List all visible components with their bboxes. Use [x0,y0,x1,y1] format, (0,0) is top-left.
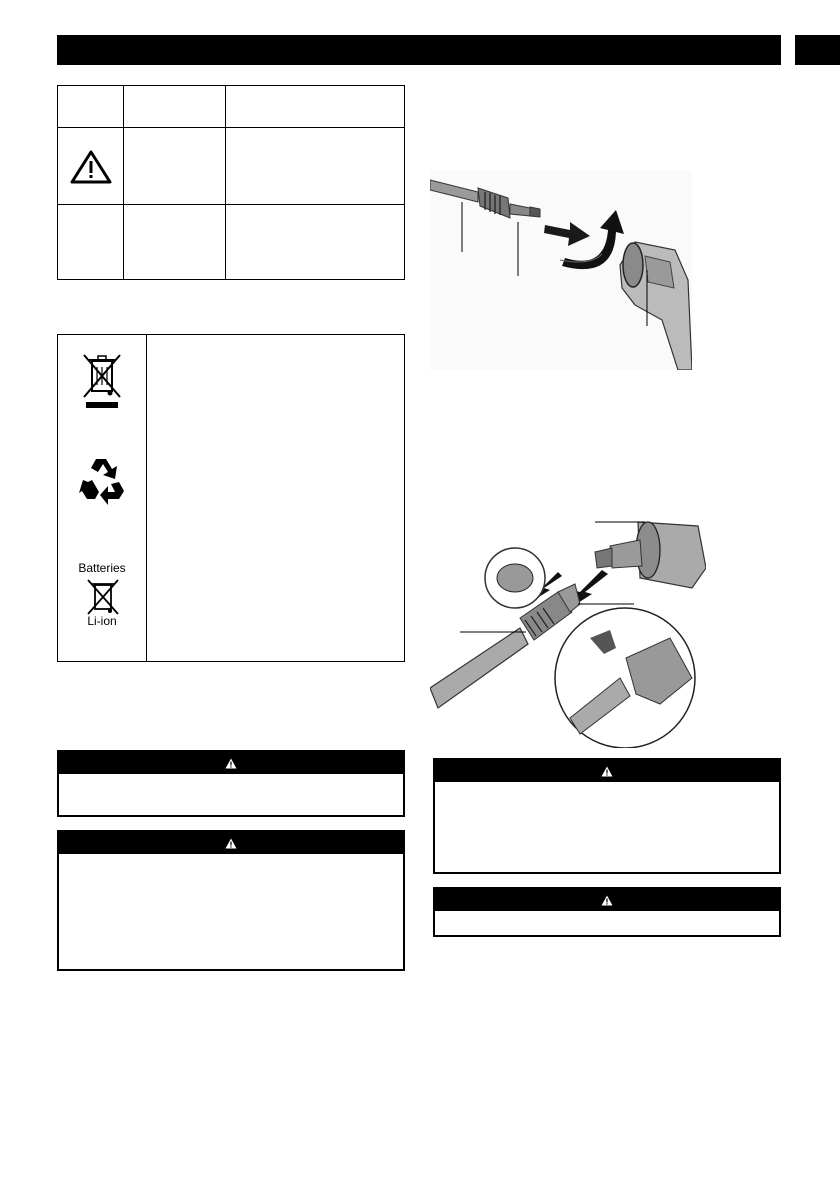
header-bar [57,35,781,65]
table-divider [225,86,226,279]
battery-label-bottom: Li-ion [87,614,117,628]
symbol-table [57,85,405,280]
warning-box [57,750,405,817]
crossed-bin-icon [80,351,124,409]
warning-header [59,832,403,854]
table-divider [58,127,404,128]
battery-label-top: Batteries [78,561,126,575]
warning-header [435,889,779,911]
warning-header [59,752,403,774]
warning-triangle-icon [601,766,613,777]
warning-triangle-icon [601,895,613,906]
warning-box [57,830,405,971]
recycling-box [57,334,405,662]
warning-triangle-icon [70,150,112,184]
table-divider [123,86,124,279]
warning-triangle-icon [225,758,237,769]
table-divider [58,204,404,205]
warning-box [433,887,781,937]
spray-wand-to-gun-illustration [430,170,692,370]
warning-header [435,760,779,782]
nozzle-to-wand-illustration [430,508,706,748]
page-tab [795,35,840,65]
crossed-battery-bin-icon [85,577,121,617]
box-divider [146,335,147,661]
warning-box [433,758,781,874]
recycle-icon [78,453,128,505]
warning-triangle-icon [225,838,237,849]
